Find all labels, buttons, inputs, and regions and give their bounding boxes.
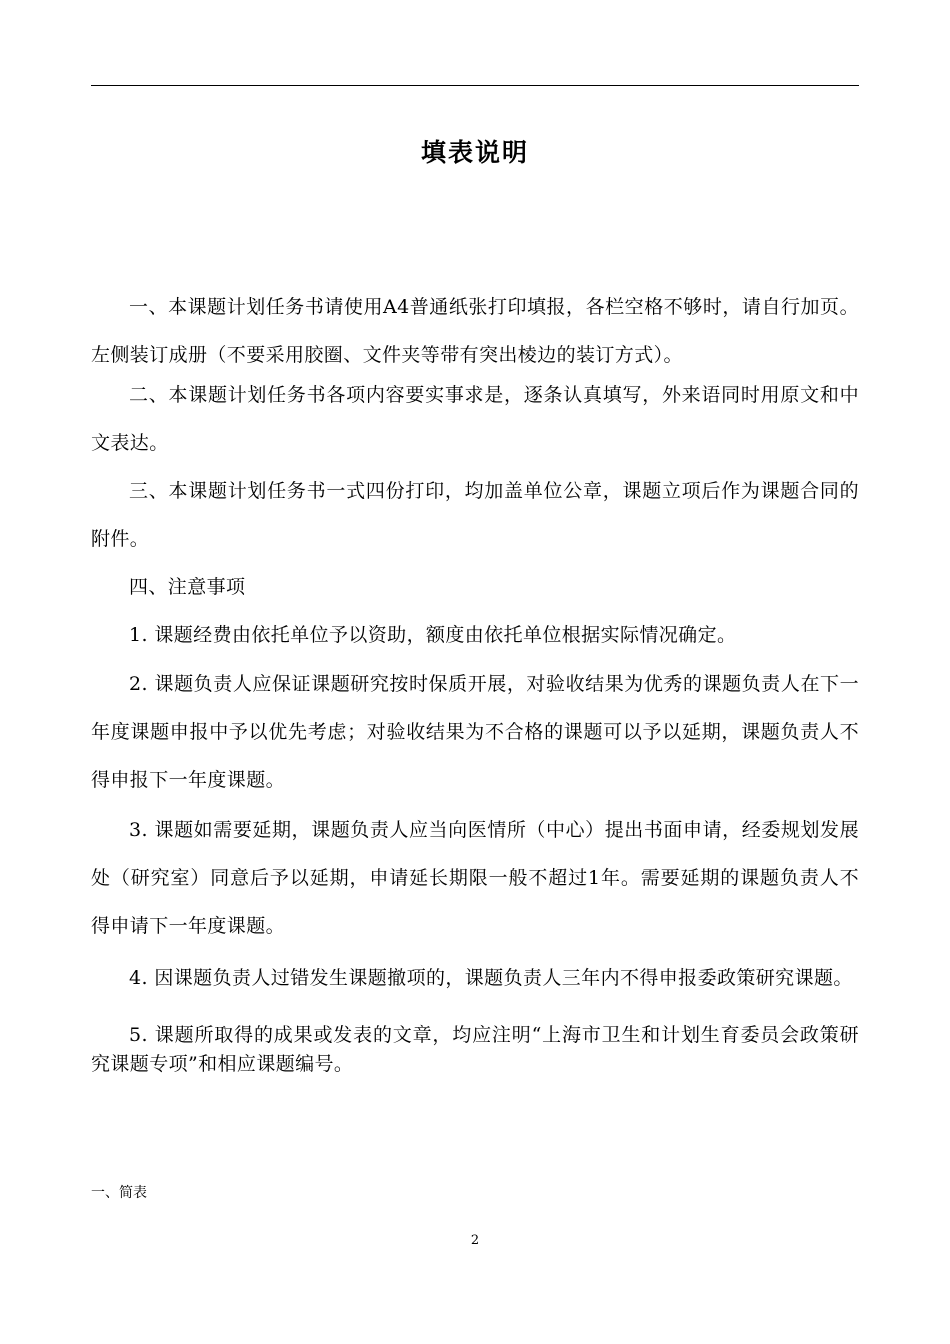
paragraph-1: 一、本课题计划任务书请使用A4普通纸张打印填报，各栏空格不够时，请自行加页。左侧装订成册（不要采用胶圈、文件夹等带有突出棱边的装订方式）。 [91, 296, 859, 366]
note-item-3: 3. 课题如需要延期，课题负责人应当向医情所（中心）提出书面申请，经委规划发展处（研究室）同意后予以延期，申请延长期限一般不超过1年。需要延期的课题负责人不得申请下一年度课题。 [91, 819, 859, 937]
page-number: 2 [470, 1233, 480, 1248]
note-item-1: 1. 课题经费由依托单位予以资助，额度由依托单位根据实际情况确定。 [129, 624, 737, 646]
paragraph-4-heading: 四、注意事项 [129, 576, 246, 598]
section-label: 一、简表 [91, 1185, 147, 1201]
note-item-5: 5. 课题所取得的成果或发表的文章，均应注明“上海市卫生和计划生育委员会政策研究课题专项”和相应课题编号。 [91, 1024, 859, 1075]
page-title: 填表说明 [420, 138, 529, 167]
paragraph-3: 三、本课题计划任务书一式四份打印，均加盖单位公章，课题立项后作为课题合同的附件。 [91, 480, 859, 550]
paragraph-2: 二、本课题计划任务书各项内容要实事求是，逐条认真填写，外来语同时用原文和中文表达。 [91, 384, 859, 454]
note-item-4: 4. 因课题负责人过错发生课题撤项的，课题负责人三年内不得申报委政策研究课题。 [129, 967, 853, 989]
header-rule [91, 85, 859, 86]
note-item-2: 2. 课题负责人应保证课题研究按时保质开展，对验收结果为优秀的课题负责人在下一年度课题申报中予以优先考虑；对验收结果为不合格的课题可以予以延期，课题负责人不得申报下一年度课题。 [91, 673, 859, 791]
